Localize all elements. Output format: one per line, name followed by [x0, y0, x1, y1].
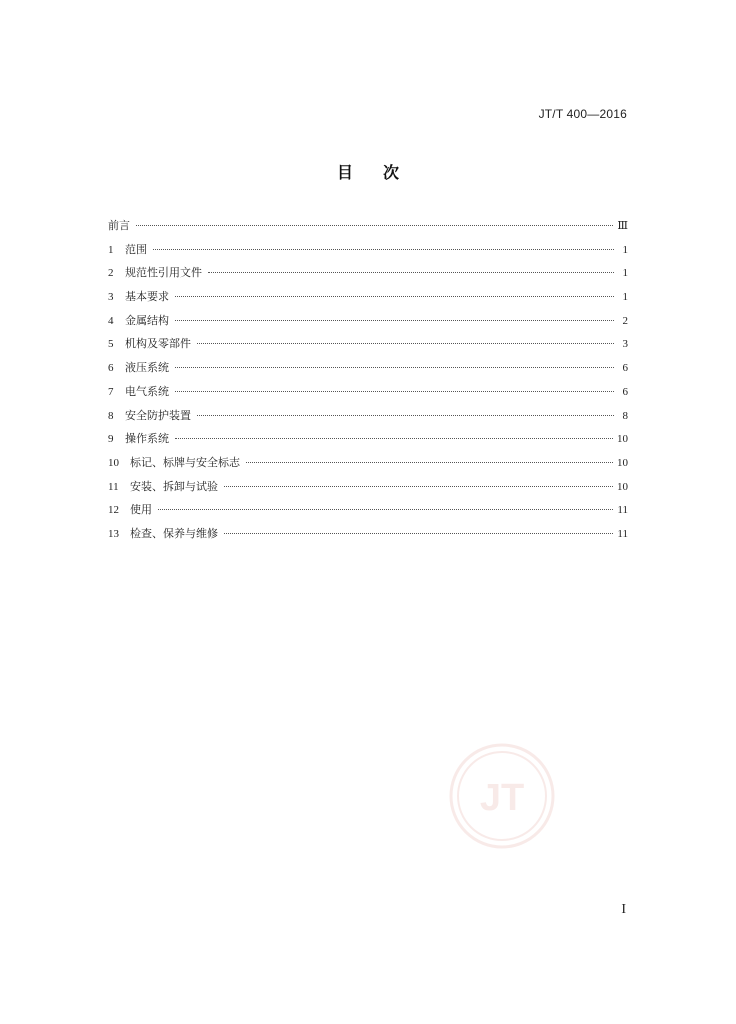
- toc-entry-12[interactable]: [108, 498, 628, 522]
- toc-dot-leader: [175, 438, 613, 439]
- toc-entry-label: 规范性引用文件: [125, 266, 202, 280]
- toc-title-char-2: 次: [383, 163, 400, 182]
- toc-entry-page: 3: [622, 338, 628, 351]
- toc-entry-label: 基本要求: [125, 290, 169, 304]
- toc-dot-leader: [175, 391, 614, 392]
- toc-entry-number: 10: [108, 456, 119, 469]
- toc-entry-page: 10: [617, 480, 628, 493]
- toc-entry-3[interactable]: [108, 285, 628, 309]
- toc-entry-page: 2: [622, 314, 628, 327]
- toc-entry-label: 前言: [108, 219, 130, 232]
- toc-entry-page: 6: [622, 385, 628, 398]
- toc-dot-leader: [197, 415, 614, 416]
- toc-dot-leader: [175, 367, 614, 368]
- standard-number: JT/T 400—2016: [538, 107, 627, 121]
- toc-entry-13[interactable]: [108, 522, 628, 546]
- toc-dot-leader: [224, 533, 613, 534]
- toc-dot-leader: [197, 343, 614, 344]
- toc-entry-7[interactable]: [108, 380, 628, 404]
- toc-entry-number: 9: [108, 433, 114, 446]
- toc-entry-label: 范围: [125, 242, 147, 256]
- toc-entry-5[interactable]: [108, 332, 628, 356]
- toc-dot-leader: [175, 296, 614, 297]
- toc-entry-label: 机构及零部件: [125, 337, 191, 351]
- toc-entry-4[interactable]: [108, 309, 628, 333]
- toc-entry-9[interactable]: [108, 427, 628, 451]
- toc-entry-label: 检查、保养与维修: [130, 526, 218, 540]
- toc-entry-page: 10: [617, 456, 628, 469]
- toc-entry-page: 1: [622, 267, 628, 280]
- toc-entry-page: 8: [622, 409, 628, 422]
- toc-entry-page: 11: [617, 527, 628, 540]
- toc-entry-label: 金属结构: [125, 313, 169, 327]
- toc-entry-number: 3: [108, 291, 114, 304]
- toc-entry-2[interactable]: [108, 261, 628, 285]
- toc-entry-number: 4: [108, 314, 114, 327]
- toc-entry-number: 7: [108, 385, 114, 398]
- toc-title-char-1: 目: [336, 163, 353, 182]
- jt-logo-watermark-icon: [448, 742, 556, 850]
- toc-title: [0, 160, 736, 183]
- toc-entry-page: 1: [622, 243, 628, 256]
- toc-entry-number: 1: [108, 243, 114, 256]
- toc-entry-label: 液压系统: [125, 361, 169, 375]
- toc-entry-number: 13: [108, 527, 119, 540]
- watermark-text: JT: [479, 777, 525, 819]
- toc-entry-page: 6: [622, 362, 628, 375]
- toc-entry-page: 11: [617, 504, 628, 517]
- toc-entry-11[interactable]: [108, 475, 628, 499]
- toc-entry-label: 使用: [130, 503, 152, 517]
- toc-dot-leader: [175, 320, 614, 321]
- toc-entry-number: 12: [108, 504, 119, 517]
- toc-dot-leader: [246, 462, 613, 463]
- toc-dot-leader: [136, 225, 613, 226]
- toc-entry-8[interactable]: [108, 404, 628, 428]
- toc-entry-page: Ⅲ: [617, 220, 628, 232]
- toc-entry-number: 5: [108, 338, 114, 351]
- toc-entry-page: 1: [622, 291, 628, 304]
- toc-entry-label: 安装、拆卸与试验: [130, 479, 218, 493]
- toc-entry-number: 8: [108, 409, 114, 422]
- toc-entry-1[interactable]: [108, 238, 628, 262]
- toc-entry-number: 6: [108, 362, 114, 375]
- table-of-contents: [108, 214, 628, 546]
- toc-entry-label: 标记、标牌与安全标志: [130, 455, 240, 469]
- toc-entry-10[interactable]: [108, 451, 628, 475]
- toc-entry-label: 电气系统: [125, 384, 169, 398]
- toc-entry-6[interactable]: [108, 356, 628, 380]
- toc-dot-leader: [158, 509, 613, 510]
- page-folio: I: [621, 902, 626, 917]
- toc-entry-page: 10: [617, 433, 628, 446]
- toc-entry-number: 2: [108, 267, 114, 280]
- toc-dot-leader: [224, 486, 613, 487]
- toc-entry-number: 11: [108, 480, 119, 493]
- toc-entry-label: 操作系统: [125, 432, 169, 446]
- toc-entry-label: 安全防护装置: [125, 408, 191, 422]
- toc-dot-leader: [153, 249, 614, 250]
- toc-dot-leader: [208, 272, 614, 273]
- toc-entry-foreword[interactable]: [108, 214, 628, 238]
